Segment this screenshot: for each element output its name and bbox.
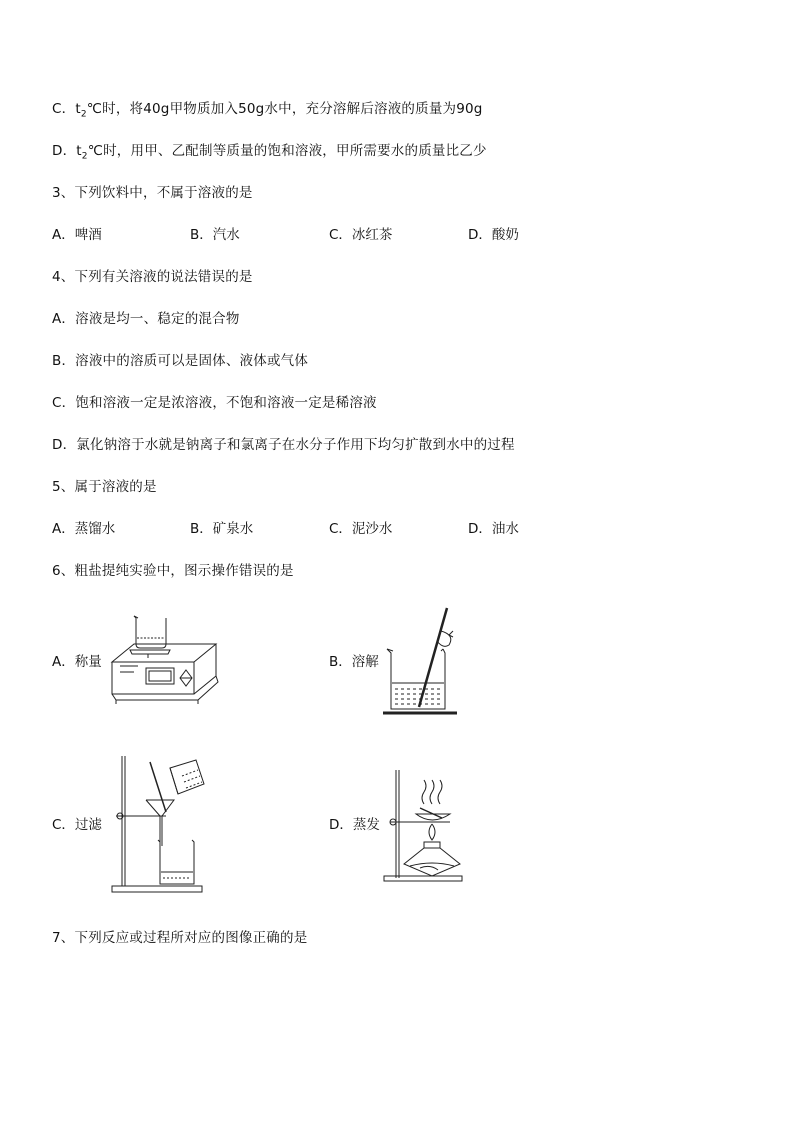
q2-option-c-t: t	[75, 101, 81, 117]
q3-stem: 3、下列饮料中，不属于溶液的是	[52, 185, 253, 201]
q6-option-b-label: B．溶解	[329, 654, 379, 670]
q3-option-d: D．酸奶	[468, 227, 519, 243]
q3-option-a: A．啤酒	[52, 227, 102, 243]
q6-option-d-label: D．蒸发	[329, 817, 380, 833]
q6-option-a-label: A．称量	[52, 654, 102, 670]
q2-option-d-label: D．	[52, 143, 77, 159]
q2-option-c	[52, 100, 483, 124]
q5-option-b: B．矿泉水	[190, 521, 254, 537]
q7-stem: 7、下列反应或过程所对应的图像正确的是	[52, 930, 308, 946]
q2-option-c-label: C．	[52, 101, 76, 117]
q2-option-c-sub: 2	[80, 109, 87, 120]
q6-stem: 6、粗盐提纯实验中，图示操作错误的是	[52, 563, 294, 579]
q6-option-c-label: C．过滤	[52, 817, 102, 833]
q4-option-a: A．溶液是均一、稳定的混合物	[52, 311, 240, 327]
q5-option-c: C．泥沙水	[329, 521, 393, 537]
q2-option-d-t: t	[76, 143, 82, 159]
q4-option-c: C．饱和溶液一定是浓溶液，不饱和溶液一定是稀溶液	[52, 395, 377, 411]
dissolving-figure	[383, 605, 461, 718]
q5-stem: 5、属于溶液的是	[52, 479, 157, 495]
q2-option-d-sub: 2	[81, 151, 88, 162]
q3-option-b: B．汽水	[190, 227, 240, 243]
q2-option-d-text: ℃时，用甲、乙配制等质量的饱和溶液，甲所需要水的质量比乙少	[87, 143, 487, 159]
q4-option-b: B．溶液中的溶质可以是固体、液体或气体	[52, 353, 309, 369]
q3-option-c: C．冰红茶	[329, 227, 393, 243]
q4-option-d: D．氯化钠溶于水就是钠离子和氯离子在水分子作用下均匀扩散到水中的过程	[52, 437, 515, 453]
q2-option-d	[52, 142, 487, 166]
balance-figure	[108, 614, 220, 706]
q2-option-c-text: ℃时，将40g甲物质加入50g水中，充分溶解后溶液的质量为90g	[86, 101, 483, 117]
q5-option-d: D．油水	[468, 521, 519, 537]
evaporation-figure	[380, 768, 466, 884]
filtration-figure	[110, 754, 210, 896]
q5-option-a: A．蒸馏水	[52, 521, 116, 537]
q4-stem: 4、下列有关溶液的说法错误的是	[52, 269, 253, 285]
